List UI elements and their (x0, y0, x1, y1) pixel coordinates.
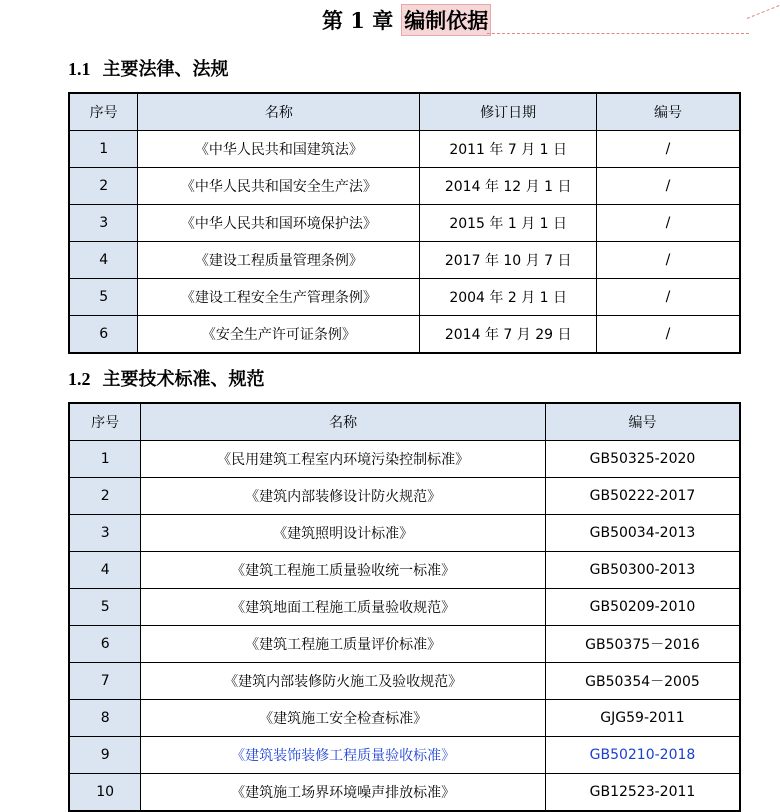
standard-name: 《建筑施工安全检查标准》 (141, 700, 546, 737)
table-row (69, 131, 740, 168)
law-code: / (596, 131, 740, 168)
header-cell: 序号 (69, 403, 141, 441)
revision-date: 2017 年 10 月 7 日 (420, 242, 597, 279)
revision-date: 2014 年 12 月 1 日 (420, 168, 597, 205)
standard-name: 《建筑工程施工质量评价标准》 (141, 626, 546, 663)
header-cell: 编号 (596, 93, 740, 131)
row-index: 5 (69, 279, 138, 316)
standard-name: 《建筑照明设计标准》 (141, 515, 546, 552)
laws-table (68, 92, 741, 354)
table-row (69, 552, 740, 589)
law-name: 《建设工程质量管理条例》 (138, 242, 420, 279)
standards-table (68, 402, 741, 812)
law-code: / (596, 205, 740, 242)
header-cell: 名称 (141, 403, 546, 441)
table-row (69, 700, 740, 737)
section-number: 1.2 (68, 369, 91, 389)
section-heading-standards (68, 365, 265, 391)
standard-code: GB12523-2011 (545, 774, 740, 812)
row-index: 7 (69, 663, 141, 700)
row-index: 2 (69, 478, 141, 515)
table-row (69, 242, 740, 279)
standard-name: 《建筑装饰装修工程质量验收标准》 (141, 737, 546, 774)
standard-name: 《民用建筑工程室内环境污染控制标准》 (141, 441, 546, 478)
table-row (69, 279, 740, 316)
law-name: 《中华人民共和国环境保护法》 (138, 205, 420, 242)
table-row (69, 626, 740, 663)
standard-code: GB50300-2013 (545, 552, 740, 589)
law-code: / (596, 168, 740, 205)
row-index: 4 (69, 552, 141, 589)
table-row (69, 663, 740, 700)
row-index: 1 (69, 131, 138, 168)
row-index: 6 (69, 316, 138, 354)
standard-code: GJG59-2011 (545, 700, 740, 737)
law-code: / (596, 242, 740, 279)
chapter-title (322, 5, 491, 35)
table-row (69, 774, 740, 812)
standard-code: GB50034-2013 (545, 515, 740, 552)
table-row (69, 478, 740, 515)
table-header-row (69, 403, 740, 441)
standard-code: GB50209-2010 (545, 589, 740, 626)
law-name: 《安全生产许可证条例》 (138, 316, 420, 354)
row-index: 5 (69, 589, 141, 626)
header-cell: 序号 (69, 93, 138, 131)
revision-date: 2011 年 7 月 1 日 (420, 131, 597, 168)
section-heading-laws (68, 55, 229, 81)
table-row (69, 168, 740, 205)
standard-code: GB50354－2005 (545, 663, 740, 700)
row-index: 6 (69, 626, 141, 663)
row-index: 10 (69, 774, 141, 812)
table-row (69, 316, 740, 354)
revision-marker-tail (747, 3, 780, 19)
law-name: 《中华人民共和国建筑法》 (138, 131, 420, 168)
table-row (69, 737, 740, 774)
standard-code: GB50210-2018 (545, 737, 740, 774)
law-name: 《建设工程安全生产管理条例》 (138, 279, 420, 316)
revision-marker-line (487, 33, 749, 34)
standard-name: 《建筑内部装修防火施工及验收规范》 (141, 663, 546, 700)
chapter-number: 第 1 章 (322, 8, 394, 33)
row-index: 1 (69, 441, 141, 478)
section-number: 1.1 (68, 59, 91, 79)
row-index: 2 (69, 168, 138, 205)
header-cell: 编号 (545, 403, 740, 441)
revision-date: 2015 年 1 月 1 日 (420, 205, 597, 242)
row-index: 4 (69, 242, 138, 279)
header-cell: 修订日期 (420, 93, 597, 131)
standard-code: GB50325-2020 (545, 441, 740, 478)
law-code: / (596, 316, 740, 354)
row-index: 3 (69, 205, 138, 242)
standard-name: 《建筑内部装修设计防火规范》 (141, 478, 546, 515)
row-index: 8 (69, 700, 141, 737)
table-row (69, 205, 740, 242)
law-name: 《中华人民共和国安全生产法》 (138, 168, 420, 205)
table-header-row (69, 93, 740, 131)
section-title: 主要技术标准、规范 (102, 369, 265, 390)
revision-date: 2014 年 7 月 29 日 (420, 316, 597, 354)
standard-code: GB50375－2016 (545, 626, 740, 663)
header-cell: 名称 (138, 93, 420, 131)
standard-code: GB50222-2017 (545, 478, 740, 515)
row-index: 9 (69, 737, 141, 774)
section-title: 主要法律、法规 (102, 59, 229, 80)
row-index: 3 (69, 515, 141, 552)
table-row (69, 441, 740, 478)
revision-date: 2004 年 2 月 1 日 (420, 279, 597, 316)
standard-name: 《建筑地面工程施工质量验收规范》 (141, 589, 546, 626)
chapter-title-text: 编制依据 (401, 4, 491, 36)
standard-name: 《建筑工程施工质量验收统一标准》 (141, 552, 546, 589)
table-row (69, 515, 740, 552)
table-row (69, 589, 740, 626)
law-code: / (596, 279, 740, 316)
standard-name: 《建筑施工场界环境噪声排放标准》 (141, 774, 546, 812)
